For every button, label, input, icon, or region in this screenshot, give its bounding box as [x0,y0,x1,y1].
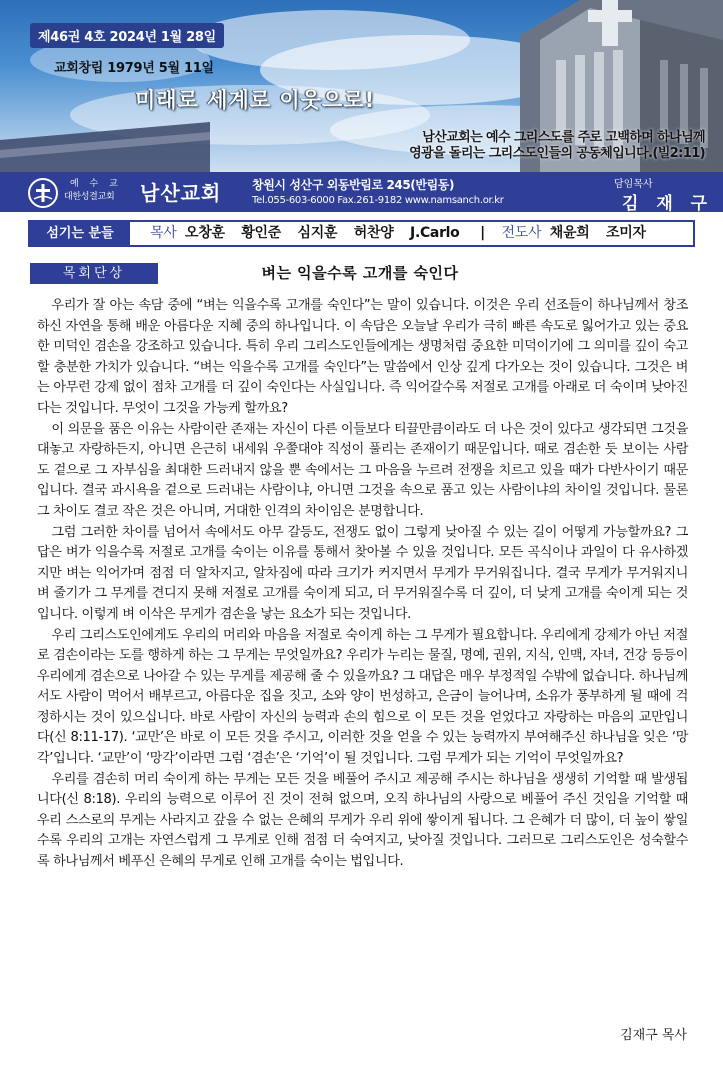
column-title: 벼는 익을수록 고개를 숙인다 [261,264,459,282]
staff-list [150,222,658,245]
staff-name: 조미자 [606,225,646,241]
staff-name: 오창훈 [185,225,225,241]
column-tag: 목회단상 [30,263,158,284]
column-paragraph: 우리 그리스도인에게도 우리의 머리와 마음을 저절로 숙이게 하는 그 무게가 필요합니다. 우리에게 강제가 아닌 저절로 겸손이라는 도를 행하게 하는 그 무게는 무엇일까요? 우리가 누리는 물질, 명예, 권위, 지식, 인맥, 자녀, 건강 등등이 우리에게 겸손으로 나아갈 수 있는 무게를 제공해 줄 수 있을까요? 그 대답은 매우 부정적일 수밖에 없습니다. 하나님께서도 사람이 먹어서 배부르고, 아름다운 집을 짓고, 소와 양이 번성하고, 은금이 늘어나며, 소유가 풍부하게 될 때에 걱정하시는 것이 있으십니다. 바로 사람이 자신의 능력과 손의 힘으로 이 모든 것을 얻었다고 자랑하는 마음의 교만입니다(신 8:11-17). ‘교만’은 바로 이 모든 것을 주시고, 이러한 것을 얻을 수 있는 능력까지 부여해주신 하나님을 잊은 ‘망각’입니다. ‘교만’이 ‘망각’이라면 그럼 ‘겸손’은 ‘기억’이 될 것입니다. 그럼 무게가 되는 기억이 무엇일까요? [37,627,688,767]
church-contact: Tel.055-603-6000 Fax.261-9182 www.namsanch.or.kr [252,195,504,206]
church-name: 남산교회 [140,181,222,205]
pastor-role: 목사 [150,225,177,241]
senior-pastor-name: 김 재 구 [622,194,714,214]
evangelist-role: 전도사 [501,225,542,241]
column-paragraph: 이 의문을 품은 이유는 사람이란 존재는 자신이 다른 이들보다 티끌만큼이라도 더 나은 것이 있다고 생각되면 그것을 대놓고 자랑하든지, 아니면 은근히 내세워 우쭐대야 직성이 풀리는 존재이기 때문입니다. 때로 겸손한 듯 보이는 사람도 겉으로 그 자부심을 최대한 드러내지 않을 뿐 속에서는 그 마음을 누르려 전쟁을 치르고 있을 때가 다반사이기 때문입니다. 결국 과시욕을 겉으로 드러내는 사람이냐, 아니면 그것을 속으로 품고 있는 사람이냐의 차이일 것입니다. 물론 그 차이도 결코 작은 것은 아니며, 거대한 인격의 차이임은 분명합니다. [37,421,688,519]
column-paragraph: 우리가 잘 아는 속담 중에 “벼는 익을수록 고개를 숙인다”는 말이 있습니다. 이것은 우리 선조들이 하나님께서 창조하신 자연을 통해 배운 아름다운 지혜 중의 하나입니다. 이 속담은 오늘날 우리가 극히 빠른 속도로 잃어가고 있는 중요한 미덕인 겸손을 강조하고 있습니다. 특히 우리 그리스도인들에게는 생명처럼 중요한 미덕이기에 그 의미를 깊이 숙고할 충분한 가치가 있습니다. “벼는 익을수록 고개를 숙인다”는 말씀에서 인상 깊게 다가오는 것이 있습니다. 그것은 벼는 아무런 강제 없이 점차 고개를 더 깊이 숙인다는 사실입니다. 즉 익어갈수록 저절로 고개를 아래로 더 숙이며 낮아진다는 것입니다. 무엇이 그것을 가능케 할까요? [37,298,688,416]
column-paragraph: 우리를 겸손히 머리 숙이게 하는 무게는 모든 것을 베풀어 주시고 제공해 주시는 하나님을 생생히 기억할 때 발생됩니다(신 8:18). 우리의 능력으로 이루어 진 것이 전혀 없으며, 오직 하나님의 사랑으로 베풀어 주신 것임을 기억할 때 우리 스스로의 무게는 사라지고 갚을 수 없는 은혜의 무게가 우리 위에 쌓이게 됩니다. 그 은혜가 더 많이, 더 높이 쌓일수록 우리의 고개는 자연스럽게 그 무게로 인해 점점 더 숙여지고, 낮아질 것입니다. 그러므로 그리스도인은 성숙할수록 하나님께서 베푸신 은혜의 무게로 인해 고개를 숙이는 법입니다. [37,771,688,870]
header-banner [0,0,723,172]
denomination [64,178,122,204]
issue-volume: 제46권 4호 2024년 1월 28일 [30,23,224,48]
staff-separator: | [480,225,485,241]
church-info-band [0,172,723,212]
senior-pastor-label: 담임목사 [614,179,653,190]
founding-date: 교회창립 1979년 5월 11일 [54,61,214,76]
staff-name: 채윤희 [549,225,590,241]
church-slogan: 미래로 세계로 이웃으로! [135,88,376,112]
column-body [37,296,688,873]
staff-name: 허찬양 [353,225,394,241]
church-logo-icon [28,178,58,208]
column-paragraph: 그럼 그러한 차이를 넘어서 속에서도 아무 갈등도, 전쟁도 없이 그렇게 낮아질 수 있는 길이 어떻게 가능할까요? 그 답은 벼가 익을수록 저절로 고개를 숙이는 이유를 통해서 찾아볼 수 있을 것입니다. 모든 곡식이나 과일이 다 유사하겠지만 벼는 익어가며 점점 더 알차지고, 알차짐에 따라 크기가 커지면서 무게가 무거워집니다. 결국 무게가 무거워지니 벼 줄기가 그 무게를 견디지 못해 저절로 고개를 숙이게 되고, 더 무거워질수록 더 깊이, 더 낮게 고개를 숙이게 되는 것입니다. 이렇게 벼 이삭은 무게가 겸손을 낳는 요소가 되는 것입니다. [37,524,688,622]
staff-name: 심지훈 [297,225,338,241]
staff-name: 황인준 [241,225,281,241]
staff-bar [28,220,695,247]
denomination-line-1: 예 수 교 [70,179,122,189]
mission-line-2: 영광을 돌리는 그리스도인들의 공동체입니다.(빌2:11) [409,146,705,161]
author-signature: 김재구 목사 [620,1028,687,1043]
staff-label: 섬기는 분들 [30,222,130,245]
denomination-line-2: 대한성결교회 [64,192,115,202]
mission-statement [355,130,705,162]
mission-line-1: 남산교회는 예수 그리스도를 주로 고백하며 하나님께 [422,130,705,145]
staff-name: J.Carlo [410,225,460,241]
church-address: 창원시 성산구 외동반림로 245(반림동) [252,178,455,192]
